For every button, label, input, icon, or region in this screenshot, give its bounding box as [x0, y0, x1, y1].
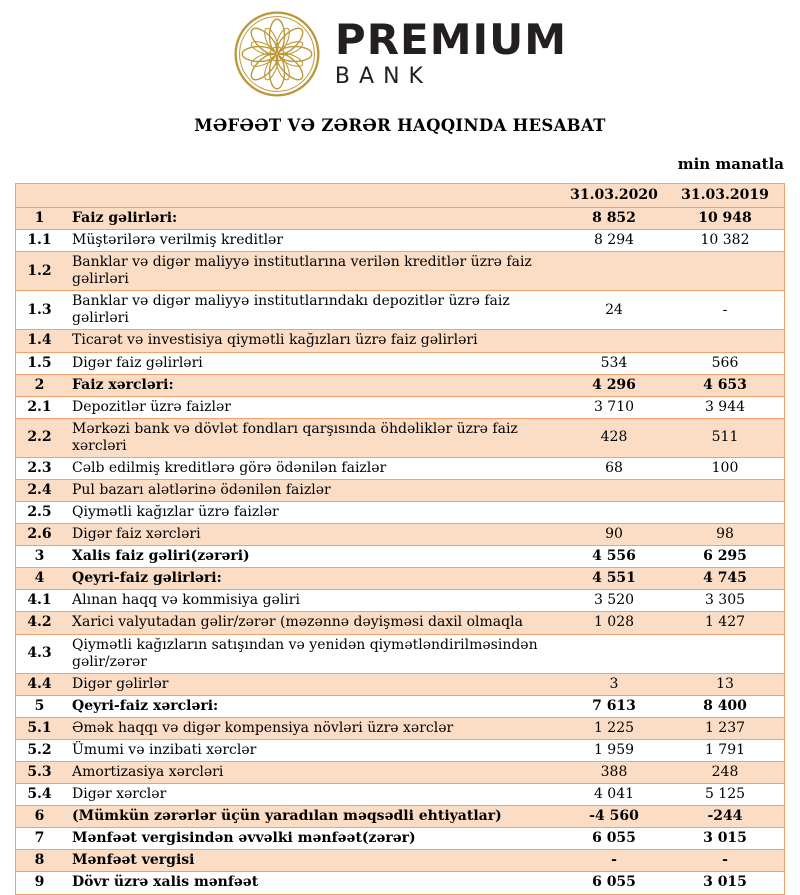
row-value-2020: 8 294 [593, 232, 635, 249]
row-value-2020: 7 613 [592, 697, 636, 714]
row-number: 4.2 [27, 614, 52, 631]
row-value-2019 [666, 652, 784, 656]
row-label: Ticarət və investisiya qiymətli kağızları üzrə faiz gəlirləri [72, 332, 478, 349]
row-label: Banklar və digər maliyyə institutlarına verilən kreditlər üzrə faiz gəlirləri [72, 254, 532, 288]
table-row [16, 695, 784, 717]
table-row [16, 523, 784, 545]
row-value-2020 [562, 511, 666, 515]
row-number: 2.1 [27, 398, 52, 415]
header-col-2019: 31.03.2019 [681, 186, 769, 203]
row-label: Xarici valyutadan gəlir/zərər (məzənnə dəyişməsi daxil olmaqla [72, 614, 523, 631]
table-row [16, 501, 784, 523]
row-value-2019: 100 [711, 459, 739, 476]
row-number: 3 [34, 548, 45, 565]
row-value-2019: 566 [711, 354, 739, 371]
row-label: Mənfəət vergisindən əvvəlki mənfəət(zərər) [72, 830, 416, 847]
row-number: 1.3 [27, 301, 52, 318]
row-value-2020: 388 [600, 764, 628, 781]
row-label: Pul bazarı alətlərinə ödənilən faizlər [72, 482, 331, 499]
row-value-2019 [666, 489, 784, 493]
table-row [16, 871, 784, 893]
table-row [16, 418, 784, 457]
row-number: 6 [34, 808, 45, 825]
row-value-2019: 1 791 [704, 741, 746, 758]
row-label: Qeyri-faiz gəlirləri: [72, 570, 222, 587]
row-value-2020: 8 852 [592, 210, 636, 226]
row-value-2019: 4 745 [703, 570, 747, 587]
row-value-2020: 3 [609, 675, 619, 692]
row-label: Amortizasiya xərcləri [72, 764, 224, 781]
row-value-2020: 68 [605, 459, 623, 476]
row-number: 1 [34, 210, 45, 226]
header-description-cell [63, 194, 562, 198]
row-label: (Mümkün zərərlər üçün yaradılan məqsədli ehtiyatlar) [72, 808, 502, 825]
row-number: 1.5 [27, 354, 52, 371]
table-row [16, 207, 784, 229]
row-value-2020: 24 [605, 301, 623, 318]
row-number: 2.2 [27, 429, 52, 446]
header-number-cell [16, 194, 63, 198]
row-value-2020 [562, 489, 666, 493]
brand-text [334, 15, 568, 89]
table-row [16, 673, 784, 695]
row-value-2020: 3 520 [593, 592, 635, 609]
row-value-2020: 1 225 [593, 719, 635, 736]
row-value-2020: 428 [600, 429, 628, 446]
row-number: 1.4 [27, 332, 52, 349]
row-value-2020: 4 041 [593, 786, 635, 803]
row-number: 4.1 [27, 592, 52, 609]
row-number: 5.4 [27, 786, 52, 803]
row-number: 1.2 [27, 262, 52, 279]
row-number: 2.6 [27, 526, 52, 543]
row-value-2019: - [722, 301, 728, 318]
row-number: 4.4 [27, 675, 52, 692]
row-label: Qiymətli kağızlar üzrə faizlər [72, 504, 279, 521]
table-row [16, 611, 784, 633]
row-value-2020: 4 551 [592, 570, 636, 587]
row-value-2019: 98 [716, 526, 734, 543]
row-value-2019: 4 653 [703, 376, 747, 393]
row-label: Xalis faiz gəliri(zərəri) [72, 548, 250, 565]
bank-brand-header [0, 8, 800, 100]
row-number: 2.3 [27, 459, 52, 476]
table-row [16, 374, 784, 396]
table-row [16, 761, 784, 783]
table-row [16, 739, 784, 761]
row-value-2020: -4 560 [589, 808, 639, 825]
table-row [16, 567, 784, 589]
row-value-2019: 3 305 [704, 592, 746, 609]
unit-note: min manatla [677, 155, 784, 173]
table-row [16, 827, 784, 849]
row-number: 7 [34, 830, 45, 847]
row-value-2020: 6 055 [592, 830, 636, 847]
table-row [16, 352, 784, 374]
table-row [16, 396, 784, 418]
row-label: Faiz xərcləri: [72, 376, 174, 393]
row-value-2019: 1 427 [704, 614, 746, 631]
row-label: Alınan haqq və kommisiya gəliri [72, 592, 300, 609]
row-number: 4 [34, 570, 45, 587]
row-number: 5.2 [27, 741, 52, 758]
row-value-2019: 13 [716, 675, 734, 692]
row-number: 2.5 [27, 504, 52, 521]
row-label: Qeyri-faiz xərcləri: [72, 697, 219, 714]
table-row [16, 717, 784, 739]
row-value-2019: 511 [711, 429, 739, 446]
table-row [16, 290, 784, 329]
row-value-2019: 248 [711, 764, 739, 781]
table-row [16, 229, 784, 251]
table-row [16, 589, 784, 611]
table-row [16, 545, 784, 567]
table-row [16, 479, 784, 501]
row-label: Banklar və digər maliyyə institutlarındakı depozitlər üzrə faiz gəlirləri [72, 293, 510, 327]
row-label: Digər gəlirlər [72, 675, 169, 692]
row-value-2020 [562, 339, 666, 343]
table-body [16, 207, 784, 894]
row-label: Depozitlər üzrə faizlər [72, 398, 231, 415]
report-title: MƏFƏƏT VƏ ZƏRƏR HAQQINDA HESABAT [194, 116, 606, 135]
row-value-2020: 90 [605, 526, 623, 543]
header-col-2020: 31.03.2020 [570, 186, 658, 203]
row-value-2020 [562, 652, 666, 656]
row-value-2019: 8 400 [703, 697, 747, 714]
row-label: Qiymətli kağızların satışından və yenidən qiymətləndirilməsindən gəlir/zərər [72, 636, 538, 670]
row-value-2020 [562, 269, 666, 273]
row-value-2019: 6 295 [703, 548, 747, 565]
row-label: Digər faiz gəlirləri [72, 354, 203, 371]
row-value-2019: - [722, 852, 728, 869]
row-value-2019: 3 015 [703, 874, 747, 891]
row-value-2020: 4 556 [592, 548, 636, 565]
row-number: 2 [34, 376, 45, 393]
row-value-2020: 1 959 [593, 741, 635, 758]
row-value-2020: 1 028 [593, 614, 635, 631]
ornament-knot-icon [233, 10, 321, 98]
table-header-row [16, 184, 784, 207]
brand-name: PREMIUM [334, 15, 568, 64]
row-value-2020: 4 296 [592, 376, 636, 393]
row-label: Digər faiz xərcləri [72, 526, 201, 543]
row-label: Mərkəzi bank və dövlət fondları qarşısında öhdəliklər üzrə faiz xərcləri [72, 420, 518, 454]
row-label: Əmək haqqı və digər kompensiya növləri üzrə xərclər [72, 719, 454, 736]
row-number: 2.4 [27, 482, 52, 499]
row-label: Ümumi və inzibati xərclər [72, 741, 257, 758]
row-number: 4.3 [27, 645, 52, 662]
row-value-2020: 534 [600, 354, 628, 371]
pnl-table [15, 183, 785, 895]
row-value-2019: 5 125 [704, 786, 746, 803]
row-value-2019 [666, 339, 784, 343]
row-number: 9 [34, 874, 45, 891]
table-row [16, 329, 784, 351]
brand-subname: BANK [334, 64, 432, 89]
row-label: Digər xərclər [72, 786, 167, 803]
row-value-2020: 6 055 [592, 874, 636, 891]
table-row [16, 251, 784, 290]
row-value-2019 [666, 269, 784, 273]
row-value-2020: - [611, 852, 617, 869]
row-value-2019: 10 948 [698, 210, 752, 226]
table-row [16, 805, 784, 827]
row-number: 5.1 [27, 719, 52, 736]
row-value-2020: 3 710 [593, 398, 635, 415]
row-value-2019: 10 382 [700, 232, 750, 249]
row-label: Dövr üzrə xalis mənfəət [72, 874, 259, 891]
row-label: Müştərilərə verilmiş kreditlər [72, 232, 284, 249]
row-label: Faiz gəlirləri: [72, 210, 178, 226]
row-number: 5.3 [27, 764, 52, 781]
row-value-2019 [666, 511, 784, 515]
row-number: 5 [34, 697, 45, 714]
table-row [16, 634, 784, 673]
row-value-2019: 3 944 [704, 398, 746, 415]
row-number: 1.1 [27, 232, 52, 249]
row-value-2019: -244 [707, 808, 743, 825]
table-row [16, 849, 784, 871]
row-label: Cəlb edilmiş kreditlərə görə ödənilən faizlər [72, 459, 387, 476]
table-row [16, 783, 784, 805]
row-number: 8 [34, 852, 45, 869]
row-label: Mənfəət vergisi [72, 852, 195, 869]
row-value-2019: 3 015 [703, 830, 747, 847]
row-value-2019: 1 237 [704, 719, 746, 736]
table-row [16, 457, 784, 479]
